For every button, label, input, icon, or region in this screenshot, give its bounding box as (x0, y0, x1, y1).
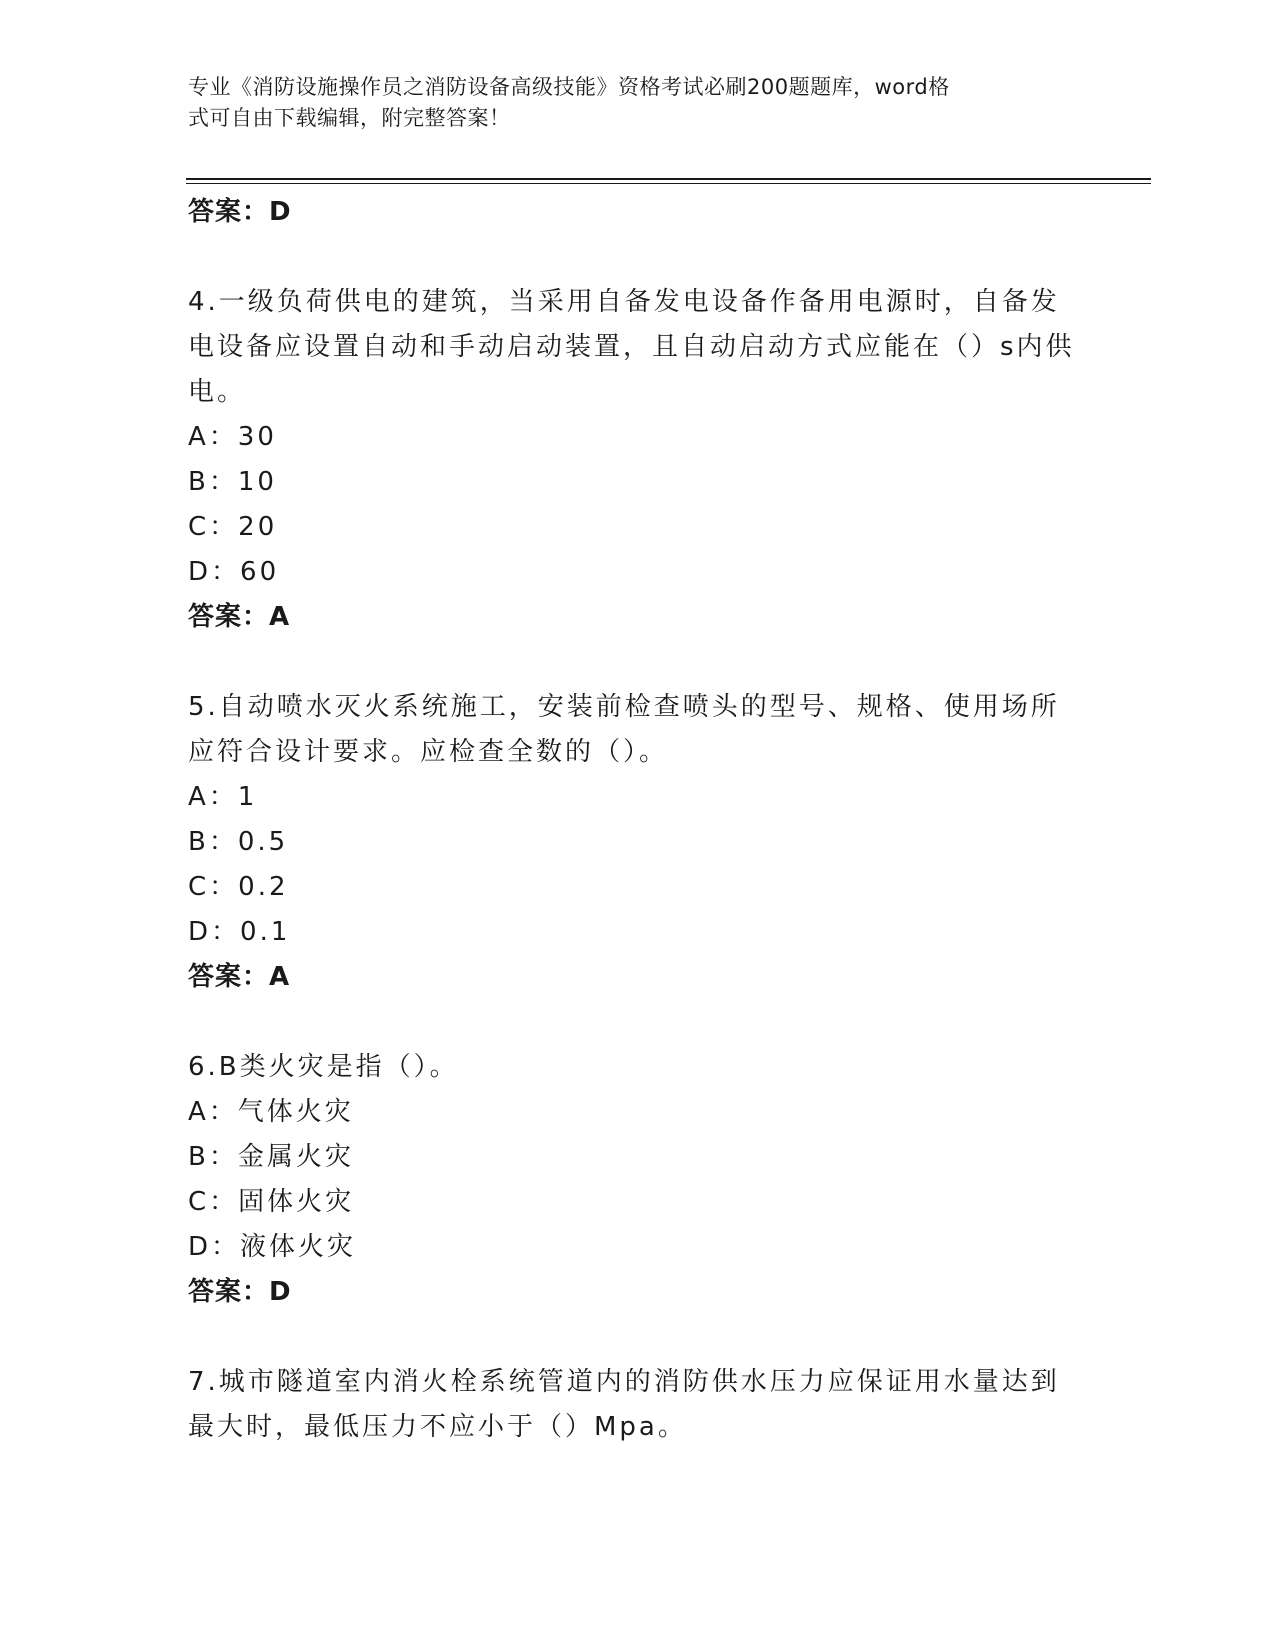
question-text-line: 电。 (188, 377, 247, 407)
question-text-line: 5.自动喷水灭火系统施工，安装前检查喷头的型号、规格、使用场所 (188, 692, 1060, 722)
answer-label: 答案：A (188, 602, 291, 632)
question-text-line: 最大时，最低压力不应小于（）Mpa。 (188, 1412, 687, 1442)
answer-label: 答案：A (188, 962, 291, 992)
option-d: D：液体火灾 (188, 1232, 357, 1262)
document-header (188, 72, 1068, 134)
question-text-line: 应符合设计要求。应检查全数的（）。 (188, 737, 669, 767)
option-a: A：气体火灾 (188, 1097, 354, 1127)
question-text-line: 电设备应设置自动和手动启动装置，且自动启动方式应能在（）s内供 (188, 332, 1075, 362)
header-line-1: 专业《消防设施操作员之消防设备高级技能》资格考试必刷200题题库，word格 (188, 75, 950, 99)
answer-label: 答案：D (188, 1277, 292, 1307)
option-c: C：固体火灾 (188, 1187, 355, 1217)
header-divider-thin (186, 183, 1151, 184)
question-5 (188, 685, 1088, 1000)
option-a: A：30 (188, 422, 277, 452)
option-d: D：60 (188, 557, 280, 587)
previous-answer-block (188, 190, 1088, 235)
question-text-line: 6.B类火灾是指（）。 (188, 1052, 459, 1082)
option-b: B：10 (188, 467, 277, 497)
header-line-2: 式可自由下载编辑，附完整答案！ (188, 106, 511, 130)
question-4 (188, 280, 1088, 640)
option-c: C：0.2 (188, 872, 289, 902)
question-list (188, 190, 1088, 1495)
answer-label: 答案：D (188, 197, 292, 227)
option-b: B：0.5 (188, 827, 289, 857)
header-divider-thick (186, 178, 1151, 180)
option-a: A：1 (188, 782, 258, 812)
option-c: C：20 (188, 512, 278, 542)
question-6 (188, 1045, 1088, 1315)
option-d: D：0.1 (188, 917, 291, 947)
option-b: B：金属火灾 (188, 1142, 354, 1172)
question-text-line: 7.城市隧道室内消火栓系统管道内的消防供水压力应保证用水量达到 (188, 1367, 1060, 1397)
question-7 (188, 1360, 1088, 1450)
question-text-line: 4.一级负荷供电的建筑，当采用自备发电设备作备用电源时，自备发 (188, 287, 1060, 317)
